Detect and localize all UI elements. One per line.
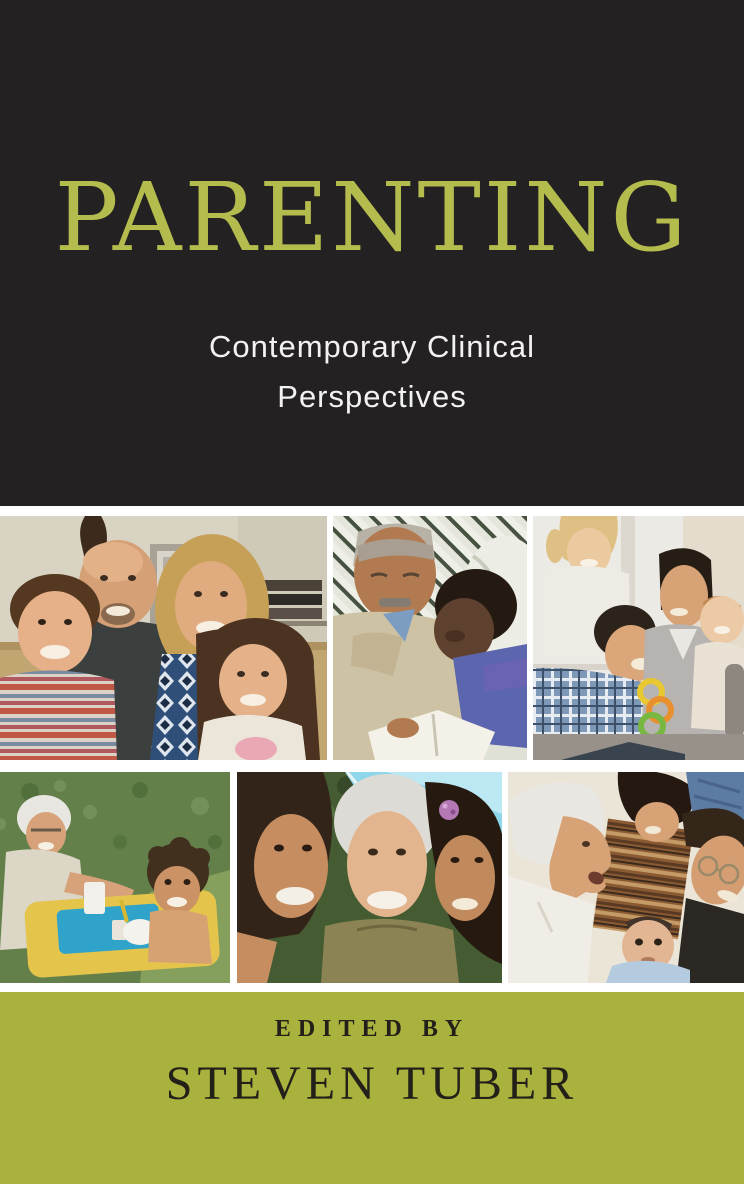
book-title: PARENTING — [54, 163, 690, 273]
subtitle-line-1: Contemporary Clinical — [209, 329, 535, 364]
photo-two-fathers-children — [533, 516, 744, 760]
subtitle-line-2: Perspectives — [277, 379, 467, 414]
photo-three-generations-women — [237, 772, 502, 983]
photo-four-generations-men — [508, 772, 744, 983]
editor-name: STEVEN TUBER — [165, 1057, 579, 1110]
photo-collage — [0, 506, 744, 992]
edited-by-label: EDITED BY — [274, 1016, 470, 1042]
photo-grandfather-reading — [333, 516, 527, 760]
photo-grandmother-picnic — [0, 772, 230, 983]
cover-footer — [0, 992, 744, 1184]
book-subtitle — [0, 322, 744, 422]
cover-header — [0, 0, 744, 506]
photo-family-couch — [0, 516, 327, 760]
